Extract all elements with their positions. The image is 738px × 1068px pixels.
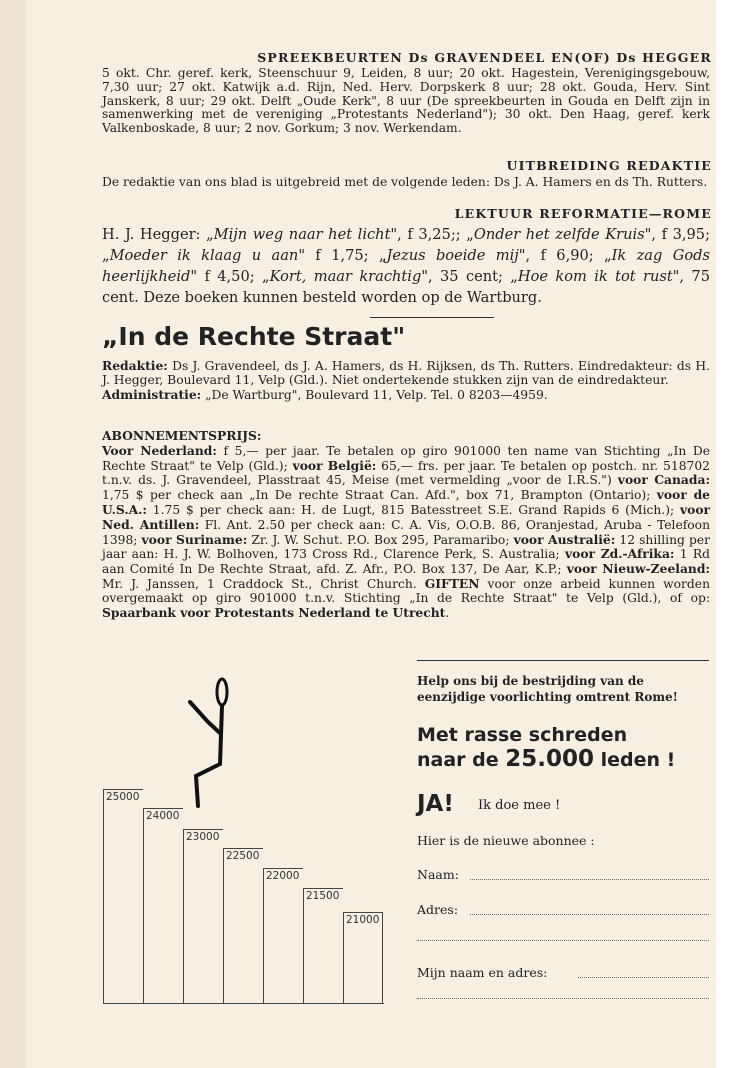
- slogan-line-2: naar de 25.000 leden !: [417, 746, 676, 772]
- scan-left-margin: [0, 0, 26, 1068]
- form-intro: Help ons bij de bestrijding van de eenzijdige voorlichting omtrent Rome!: [417, 674, 678, 704]
- mijn-adres-field[interactable]: [417, 998, 709, 999]
- spreekbeurten-heading: SPREEKBEURTEN Ds GRAVENDEEL EN(OF) Ds HEGGER: [257, 50, 712, 65]
- abonnement-text: ABONNEMENTSPRIJS: Voor Nederland: f 5,— per jaar. Te betalen op giro 901000 ten name van Stichting „In De Rechte Straat" te Velp (Gld.); voor België: 65,— frs. per jaar. Te betalen op postch. nr. 518702 t.n.v. ds. J. Gravendeel, Plasstraat 45, Meise (met vermelding „voor de I.R.S.") voor Canada: 1,75 $ per check aan „In De rechte Straat Can. Afd.", box 71, Brampton (Ontario); voor de U.S.A.: 1.75 $ per check aan: H. de Lugt, 815 Batesstreet S.E. Grand Rapids 6 (Mich.); voor Ned. Antillen: Fl. Ant. 2.50 per check aan: C. A. Vis, O.O.B. 86, Oranjestad, Aruba - Telefoon 1398; voor Suriname: Zr. J. W. Schut. P.O. Box 295, Paramaribo; voor Australië: 12 shilling per jaar aan: H. J. W. Bolhoven, 173 Cross Rd., Clarence Perk, S. Australia; voor Zd.-Afrika: 1 Rd aan Comité In De Rechte Straat, afd. Z. Afr., P.O. Box 137, De Aar, K.P.; voor Nieuw-Zeeland: Mr. J. Janssen, 1 Craddock St., Christ Church. GIFTEN voor onze arbeid kunnen worden overgemaakt op giro 901000 t.n.v. Stichting „In de Rechte Straat" te Velp (Gld.), of op: Spaarbank voor Protestants Nederland te Utrecht.: [102, 428, 711, 620]
- stair-step: 21000: [343, 912, 383, 1004]
- stair-step: 22000: [263, 868, 303, 1004]
- naam-label: Naam:: [417, 867, 459, 882]
- section-divider: [370, 317, 494, 318]
- slogan-line-1: Met rasse schreden: [417, 724, 628, 746]
- form-top-rule: [417, 660, 709, 661]
- stair-step: 21500: [303, 888, 343, 1004]
- nieuwe-abonnee-label: Hier is de nieuwe abonnee :: [417, 833, 595, 848]
- stair-step: 25000: [103, 789, 143, 1004]
- mijn-naam-field[interactable]: [578, 977, 709, 978]
- adres-label: Adres:: [417, 902, 459, 917]
- masthead-text: Redaktie: Ds J. Gravendeel, ds J. A. Hamers, ds H. Rijksen, ds Th. Rutters. Eindredakteur: ds H. J. Hegger, Boulevard 11, Velp (Gld.). Niet ondertekende stukken zijn van de eindredakteur. Administratie: „De Wartburg", Boulevard 11, Velp. Tel. 0 8203—4959.: [102, 358, 710, 402]
- uitbreiding-heading: UITBREIDING REDAKTIE: [506, 158, 712, 173]
- stair-step: 24000: [143, 808, 183, 1004]
- adres-field[interactable]: [470, 914, 709, 915]
- adres-field-line-2[interactable]: [417, 940, 709, 941]
- mijn-naam-label: Mijn naam en adres:: [417, 965, 548, 980]
- uitbreiding-text: De redaktie van ons blad is uitgebreid met de volgende leden: Ds J. A. Hamers en ds Th. Rutters.: [102, 175, 708, 189]
- climbing-figure-icon: [180, 672, 242, 812]
- spreekbeurten-text: 5 okt. Chr. geref. kerk, Steenschuur 9, Leiden, 8 uur; 20 okt. Hagestein, Verenigingsgebouw, 7,30 uur; 27 okt. Katwijk a.d. Rijn, Ned. Herv. Dorpskerk 8 uur; 28 okt. Gouda, Herv. Sint Janskerk, 8 uur; 29 okt. Delft „Oude Kerk", 8 uur (De spreekbeurten in Gouda en Delft zijn in samenwerking met de vereniging „Protestants Nederland"); 30 okt. Den Haag, geref. kerk Valkenboskade, 8 uur; 2 nov. Gorkum; 3 nov. Werkendam.: [102, 66, 710, 136]
- magazine-title: „In de Rechte Straat": [102, 322, 406, 351]
- lektuur-heading: LEKTUUR REFORMATIE—ROME: [454, 206, 712, 221]
- stair-step: 22500: [223, 848, 263, 1004]
- stair-step: 23000: [183, 829, 223, 1004]
- ja-label: JA!: [417, 791, 454, 817]
- stair-baseline: [103, 1003, 384, 1004]
- naam-field[interactable]: [470, 879, 709, 880]
- lektuur-text: H. J. Hegger: „Mijn weg naar het licht", f 3,25;; „Onder het zelfde Kruis", f 3,95; „Moeder ik klaag u aan" f 1,75; „Jezus boeide mij", f 6,90; „Ik zag Gods heerlijkheid" f 4,50; „Kort, maar krachtig", 35 cent; „Hoe kom ik tot rust", 75 cent. Deze boeken kunnen besteld worden op de Wartburg.: [102, 226, 711, 306]
- ja-sub: Ik doe mee !: [478, 798, 561, 813]
- scan-right-margin: [716, 0, 738, 1068]
